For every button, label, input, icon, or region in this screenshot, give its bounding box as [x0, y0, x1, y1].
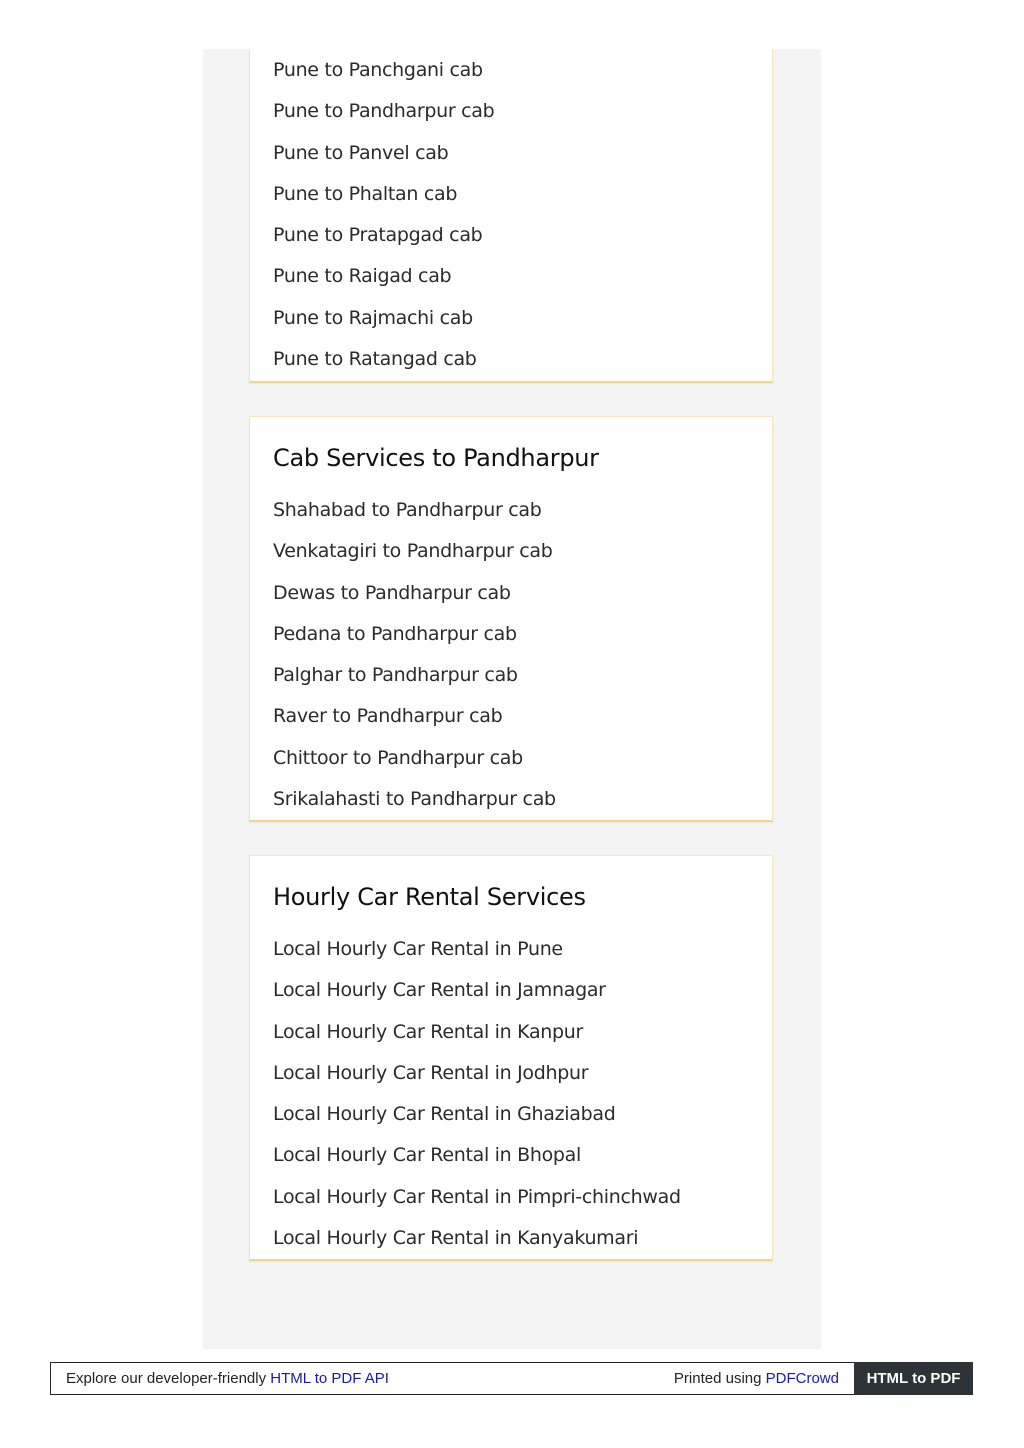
html-to-pdf-badge[interactable]: HTML to PDF [854, 1362, 973, 1395]
hourly-rental-list [273, 934, 681, 1264]
pdfcrowd-link[interactable]: PDFCrowd [765, 1370, 839, 1387]
route-link[interactable]: Pune to Pratapgad cab [273, 224, 483, 247]
content-column [203, 49, 821, 1349]
route-link[interactable]: Dewas to Pandharpur cab [273, 581, 511, 604]
route-link[interactable]: Pune to Ratangad cab [273, 348, 477, 371]
rental-link[interactable]: Local Hourly Car Rental in Bhopal [273, 1144, 582, 1167]
route-link[interactable]: Palghar to Pandharpur cab [273, 664, 518, 687]
rental-link[interactable]: Local Hourly Car Rental in Pune [273, 938, 563, 960]
footer-printed [674, 1370, 839, 1387]
html-to-pdf-api-link[interactable]: HTML to PDF API [270, 1370, 389, 1387]
route-link[interactable]: Srikalahasti to Pandharpur cab [273, 788, 556, 811]
pune-routes-list [273, 55, 494, 385]
rental-link[interactable]: Local Hourly Car Rental in Jodhpur [273, 1061, 589, 1084]
rental-link[interactable]: Local Hourly Car Rental in Kanyakumari [273, 1227, 639, 1250]
footer-printed-text: Printed using [673, 1370, 762, 1387]
card-title: Cab Services to Pandharpur [273, 444, 599, 472]
card-title: Hourly Car Rental Services [273, 883, 586, 911]
route-link[interactable]: Pedana to Pandharpur cab [273, 622, 517, 645]
pune-routes-list-viewport[interactable] [273, 55, 495, 371]
hourly-rental-card [249, 855, 773, 1261]
hourly-rental-list-viewport[interactable] [273, 934, 681, 1250]
pandharpur-list-viewport[interactable] [273, 495, 556, 811]
footer-explore-text: Explore our developer-friendly [66, 1370, 267, 1387]
route-link[interactable]: Raver to Pandharpur cab [273, 705, 503, 728]
route-link[interactable]: Pune to Panchgani cab [273, 59, 483, 81]
route-link[interactable]: Pune to Pandharpur cab [273, 100, 495, 123]
route-link[interactable]: Pune to Raigad cab [273, 265, 452, 288]
route-link[interactable]: Pune to Phaltan cab [273, 182, 458, 205]
route-link[interactable]: Chittoor to Pandharpur cab [273, 746, 523, 769]
rental-link[interactable]: Local Hourly Car Rental in Kanpur [273, 1020, 584, 1043]
rental-link[interactable]: Local Hourly Car Rental in Jamnagar [273, 979, 606, 1002]
pandharpur-routes-list [273, 495, 556, 825]
route-link[interactable]: Venkatagiri to Pandharpur cab [273, 540, 553, 563]
route-link[interactable]: Pune to Rajmachi cab [273, 306, 473, 329]
pdfcrowd-footer-bar [50, 1362, 973, 1395]
rental-link[interactable]: Local Hourly Car Rental in Pimpri-chinchwad [273, 1185, 681, 1208]
route-link[interactable]: Pune to Panvel cab [273, 141, 449, 164]
route-link[interactable]: Shahabad to Pandharpur cab [273, 499, 542, 521]
pune-routes-card [249, 49, 773, 383]
rental-link[interactable]: Local Hourly Car Rental in Ghaziabad [273, 1103, 616, 1126]
footer-explore [66, 1370, 389, 1387]
pandharpur-cab-card [249, 416, 773, 822]
